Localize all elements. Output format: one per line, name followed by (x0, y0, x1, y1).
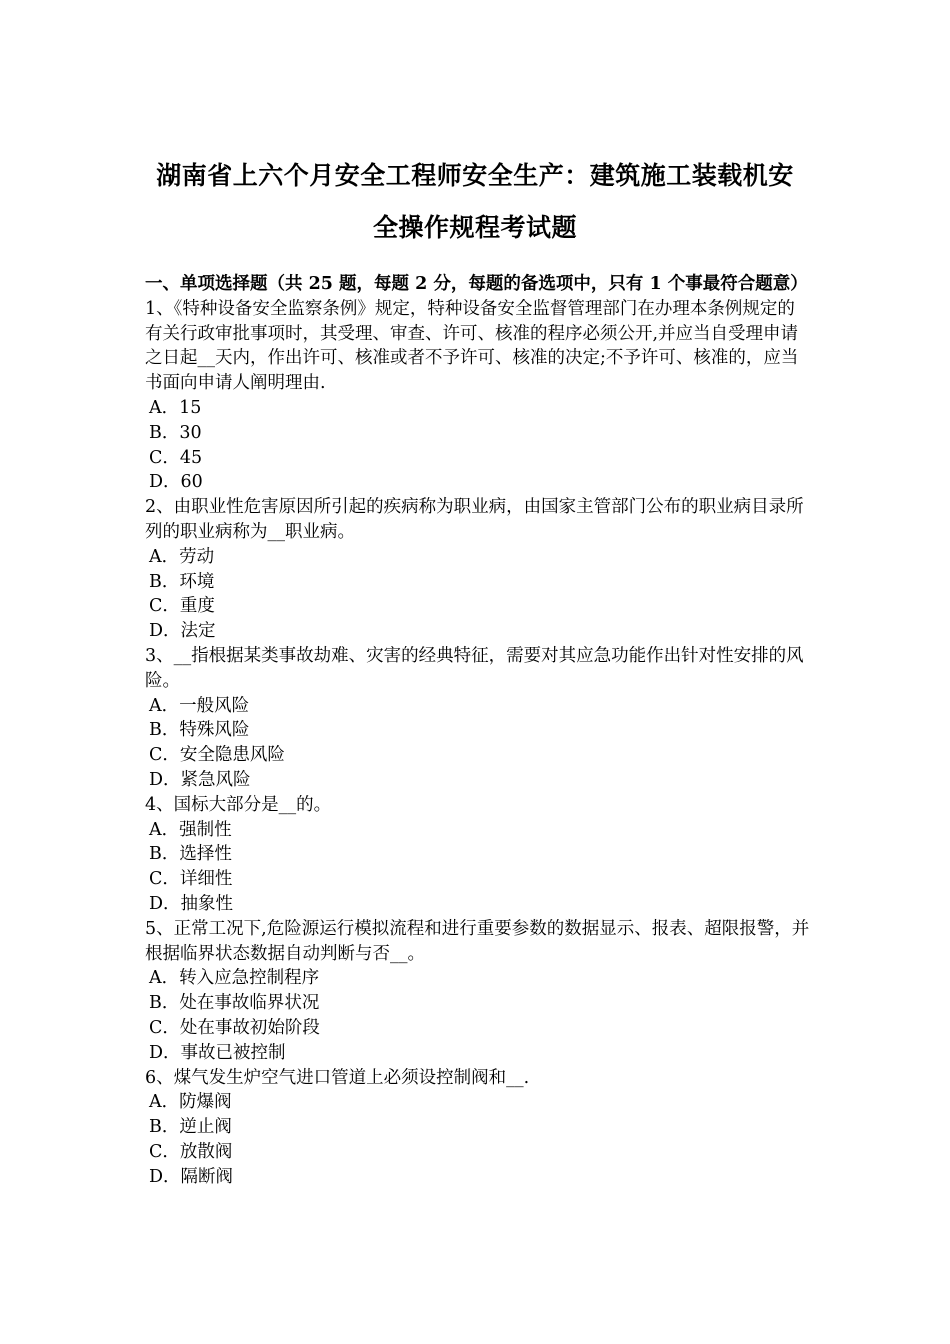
option-b: B．特殊风险 (149, 720, 250, 741)
question-item (145, 644, 810, 793)
option-list (145, 545, 810, 644)
option-b: B．选择性 (149, 844, 232, 865)
option-b: B．处在事故临界状况 (149, 993, 320, 1014)
option-a: A．防爆阀 (149, 1092, 232, 1113)
question-item (145, 1066, 810, 1190)
document-body (145, 272, 810, 1189)
title-line-1: 湖南省上六个月安全工程师安全生产：建筑施工装载机安 (156, 161, 794, 190)
option-c: C．安全隐患风险 (149, 745, 285, 766)
option-d: D．抽象性 (149, 893, 234, 914)
question-text: 4、国标大部分是__的。 (145, 794, 332, 815)
option-a: A．转入应急控制程序 (149, 968, 320, 989)
question-text: 1、《特种设备安全监察条例》规定，特种设备安全监督管理部门在办理本条例规定的有关行政审批事项时，其受理、审查、许可、核准的程序必须公开,并应当自受理申请之日起__天内，作出许可、核准或者不予许可、核准的决定;不予许可、核准的，应当书面向申请人阐明理由. (145, 298, 799, 394)
option-a: A．强制性 (149, 819, 232, 840)
title-line-2: 全操作规程考试题 (372, 213, 577, 242)
option-d: D．60 (149, 472, 203, 493)
document-title (145, 150, 805, 254)
option-list (145, 1090, 810, 1189)
section-heading: 一、单项选择题（共 25 题，每题 2 分，每题的备选项中，只有 1 个事最符合题意） (145, 274, 808, 294)
option-b: B．环境 (149, 571, 215, 592)
option-list (145, 694, 810, 793)
option-d: D．紧急风险 (149, 769, 251, 790)
option-list (145, 818, 810, 917)
option-c: C．放散阀 (149, 1141, 233, 1162)
option-c: C．处在事故初始阶段 (149, 1017, 320, 1038)
option-c: C．重度 (149, 596, 215, 617)
question-item (145, 917, 810, 1066)
question-text: 3、__指根据某类事故劫难、灾害的经典特征，需要对其应急功能作出针对性安排的风险。 (145, 645, 804, 691)
option-list (145, 966, 810, 1065)
option-a: A．劳动 (149, 546, 215, 567)
question-text: 6、煤气发生炉空气进口管道上必须设控制阀和__. (145, 1067, 530, 1088)
option-a: A．15 (149, 397, 202, 418)
option-list (145, 396, 810, 495)
option-d: D．事故已被控制 (149, 1042, 286, 1063)
option-d: D．隔断阀 (149, 1166, 234, 1187)
question-item (145, 793, 810, 917)
question-item (145, 495, 810, 644)
question-item (145, 297, 810, 495)
option-c: C．45 (149, 447, 203, 468)
option-b: B．30 (149, 422, 202, 443)
option-c: C．详细性 (149, 869, 233, 890)
option-b: B．逆止阀 (149, 1117, 232, 1138)
option-d: D．法定 (149, 621, 216, 642)
question-text: 5、正常工况下,危险源运行模拟流程和进行重要参数的数据显示、报表、超限报警，并根据临界状态数据自动判断与否__。 (145, 918, 810, 964)
option-a: A．一般风险 (149, 695, 250, 716)
question-text: 2、由职业性危害原因所引起的疾病称为职业病，由国家主管部门公布的职业病目录所列的职业病称为__职业病。 (145, 497, 804, 542)
